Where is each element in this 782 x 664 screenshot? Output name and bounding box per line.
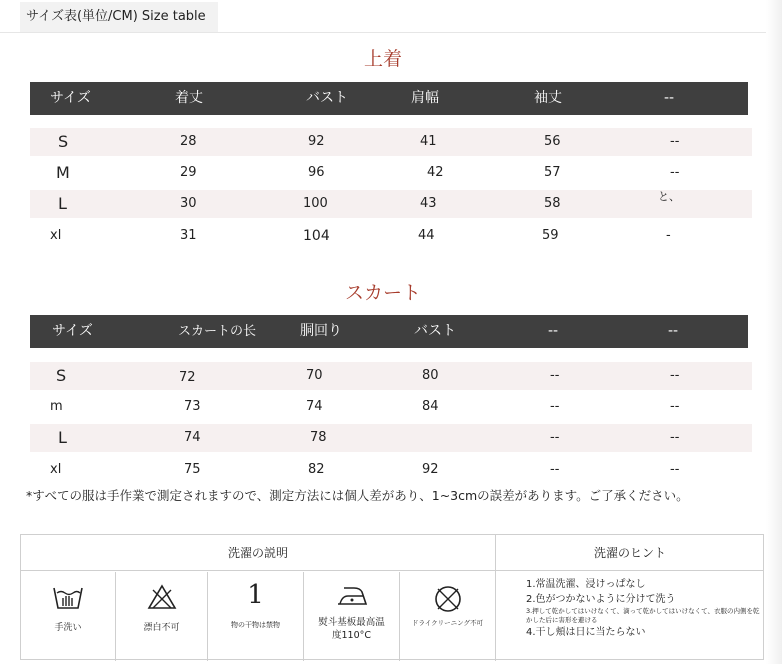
skirt-col-bust: バスト [414,323,456,339]
tops-col-shoulder: 肩幅 [411,90,439,106]
skirt-col-waist: 胴回り [300,323,342,339]
care-panel [20,534,764,660]
extra-cell: -- [670,399,680,414]
tops-col-size: サイズ [50,90,91,106]
care-icon-cell [304,572,399,661]
waist-cell: 82 [308,462,325,477]
tops-header-row [30,82,748,115]
skirt-header-row [30,315,748,348]
care-tip: 2.色がつかないように分けて洗う [526,594,676,605]
bust-cell: 84 [422,399,439,414]
bust-cell: 104 [303,228,330,244]
shoulder-cell: 44 [418,228,435,243]
waist-cell: 78 [310,430,327,445]
size-cell: L [58,194,67,213]
extra-cell: -- [550,368,560,383]
extra-cell: -- [670,368,680,383]
no-bleach-icon [147,584,177,610]
skirt-row [30,456,752,484]
skirt-row [30,362,752,390]
extra-cell: - [666,228,671,243]
care-tip: 4.干し頬は日に当たらない [526,627,646,638]
hand-wash-icon [51,584,85,612]
skirt-title: スカート [344,282,421,304]
length-cell: 31 [180,228,197,243]
tops-col-extra: -- [664,90,675,106]
tops-row [30,128,752,156]
size-cell: xl [50,462,62,477]
sleeve-cell: 57 [544,165,561,180]
size-cell: L [58,428,67,447]
size-cell: xl [50,228,62,243]
sleeve-cell: 58 [544,196,561,211]
skirt-col-length: スカートの长 [178,324,257,339]
care-icon-cell [400,572,495,661]
shoulder-cell: 42 [427,165,444,180]
length-cell: 28 [180,134,197,149]
tops-col-sleeve: 袖丈 [534,90,562,106]
header-divider [0,32,782,33]
extra-cell: -- [550,462,560,477]
care-tips-header: 洗濯のヒント [496,535,764,571]
page-edge-shadow [766,0,782,664]
skirt-col-extra-1: -- [548,323,559,339]
size-cell: S [58,132,69,151]
shoulder-cell: 41 [420,134,437,149]
bust-cell: 92 [422,462,439,477]
care-icon-cell [116,572,207,661]
care-divider [495,535,496,661]
shoulder-cell: 43 [420,196,437,211]
bust-cell: 100 [303,196,328,211]
tops-row [30,222,752,250]
no-dry-clean-icon [433,584,463,614]
length-cell: 75 [184,462,201,477]
care-icon-label: 漂白不可 [143,623,180,633]
extra-cell: -- [670,462,680,477]
skirt-row [30,424,752,452]
extra-cell: -- [670,430,680,445]
waist-cell: 70 [306,368,323,383]
extra-cell: -- [670,134,680,149]
size-cell: m [50,399,63,414]
tops-row [30,159,752,187]
extra-cell: -- [550,399,560,414]
care-instructions-header: 洗濯の説明 [21,535,495,571]
iron-icon [334,584,370,608]
care-icon-label: 手洗い [54,623,82,633]
skirt-row [30,393,752,421]
extra-cell: -- [670,165,680,180]
size-cell: M [56,163,70,182]
tops-title: 上着 [363,48,402,70]
care-tip: 1.常温洗濯、浸けっぱなし [526,579,646,590]
tops-col-bust: バスト [306,90,348,106]
size-table-tab: サイズ表(単位/CM) Size table [20,2,218,32]
sleeve-cell: 56 [544,134,561,149]
size-cell: S [56,366,67,385]
bust-cell: 92 [308,134,325,149]
care-tip: 3.押して乾かしてはいけなくて、滴って乾かしてはいけなくて、衣服の内側を乾かした后に害形を避ける [526,607,760,624]
measurement-note: *すべての服は手作業で測定されますので、測定方法には個人差があり、1~3cmの誤差があります。ご了承ください。 [26,488,689,503]
extra-cell: と、 [658,190,680,203]
bust-cell: 96 [308,165,325,180]
length-cell: 74 [184,430,201,445]
length-cell: 72 [179,370,196,385]
length-cell: 73 [184,399,201,414]
bust-cell: 80 [422,368,439,383]
care-icon-cell [21,572,115,661]
waist-cell: 74 [306,399,323,414]
tops-row [30,190,752,218]
skirt-col-size: サイズ [52,323,93,339]
sleeve-cell: 59 [542,228,559,243]
one-glyph-icon: 1 [247,580,264,610]
care-icon-label: ドライクリーニング不可 [411,619,484,627]
care-icon-label: 熨斗基板最高温度110°C [318,617,385,641]
tops-col-length: 着丈 [175,90,203,106]
length-cell: 29 [180,165,197,180]
extra-cell: -- [550,430,560,445]
care-tips-list [526,577,764,640]
care-icon-label: 物の干物は禁物 [231,621,280,629]
care-icon-cell [208,572,303,661]
skirt-col-extra-2: -- [668,323,679,339]
length-cell: 30 [180,196,197,211]
